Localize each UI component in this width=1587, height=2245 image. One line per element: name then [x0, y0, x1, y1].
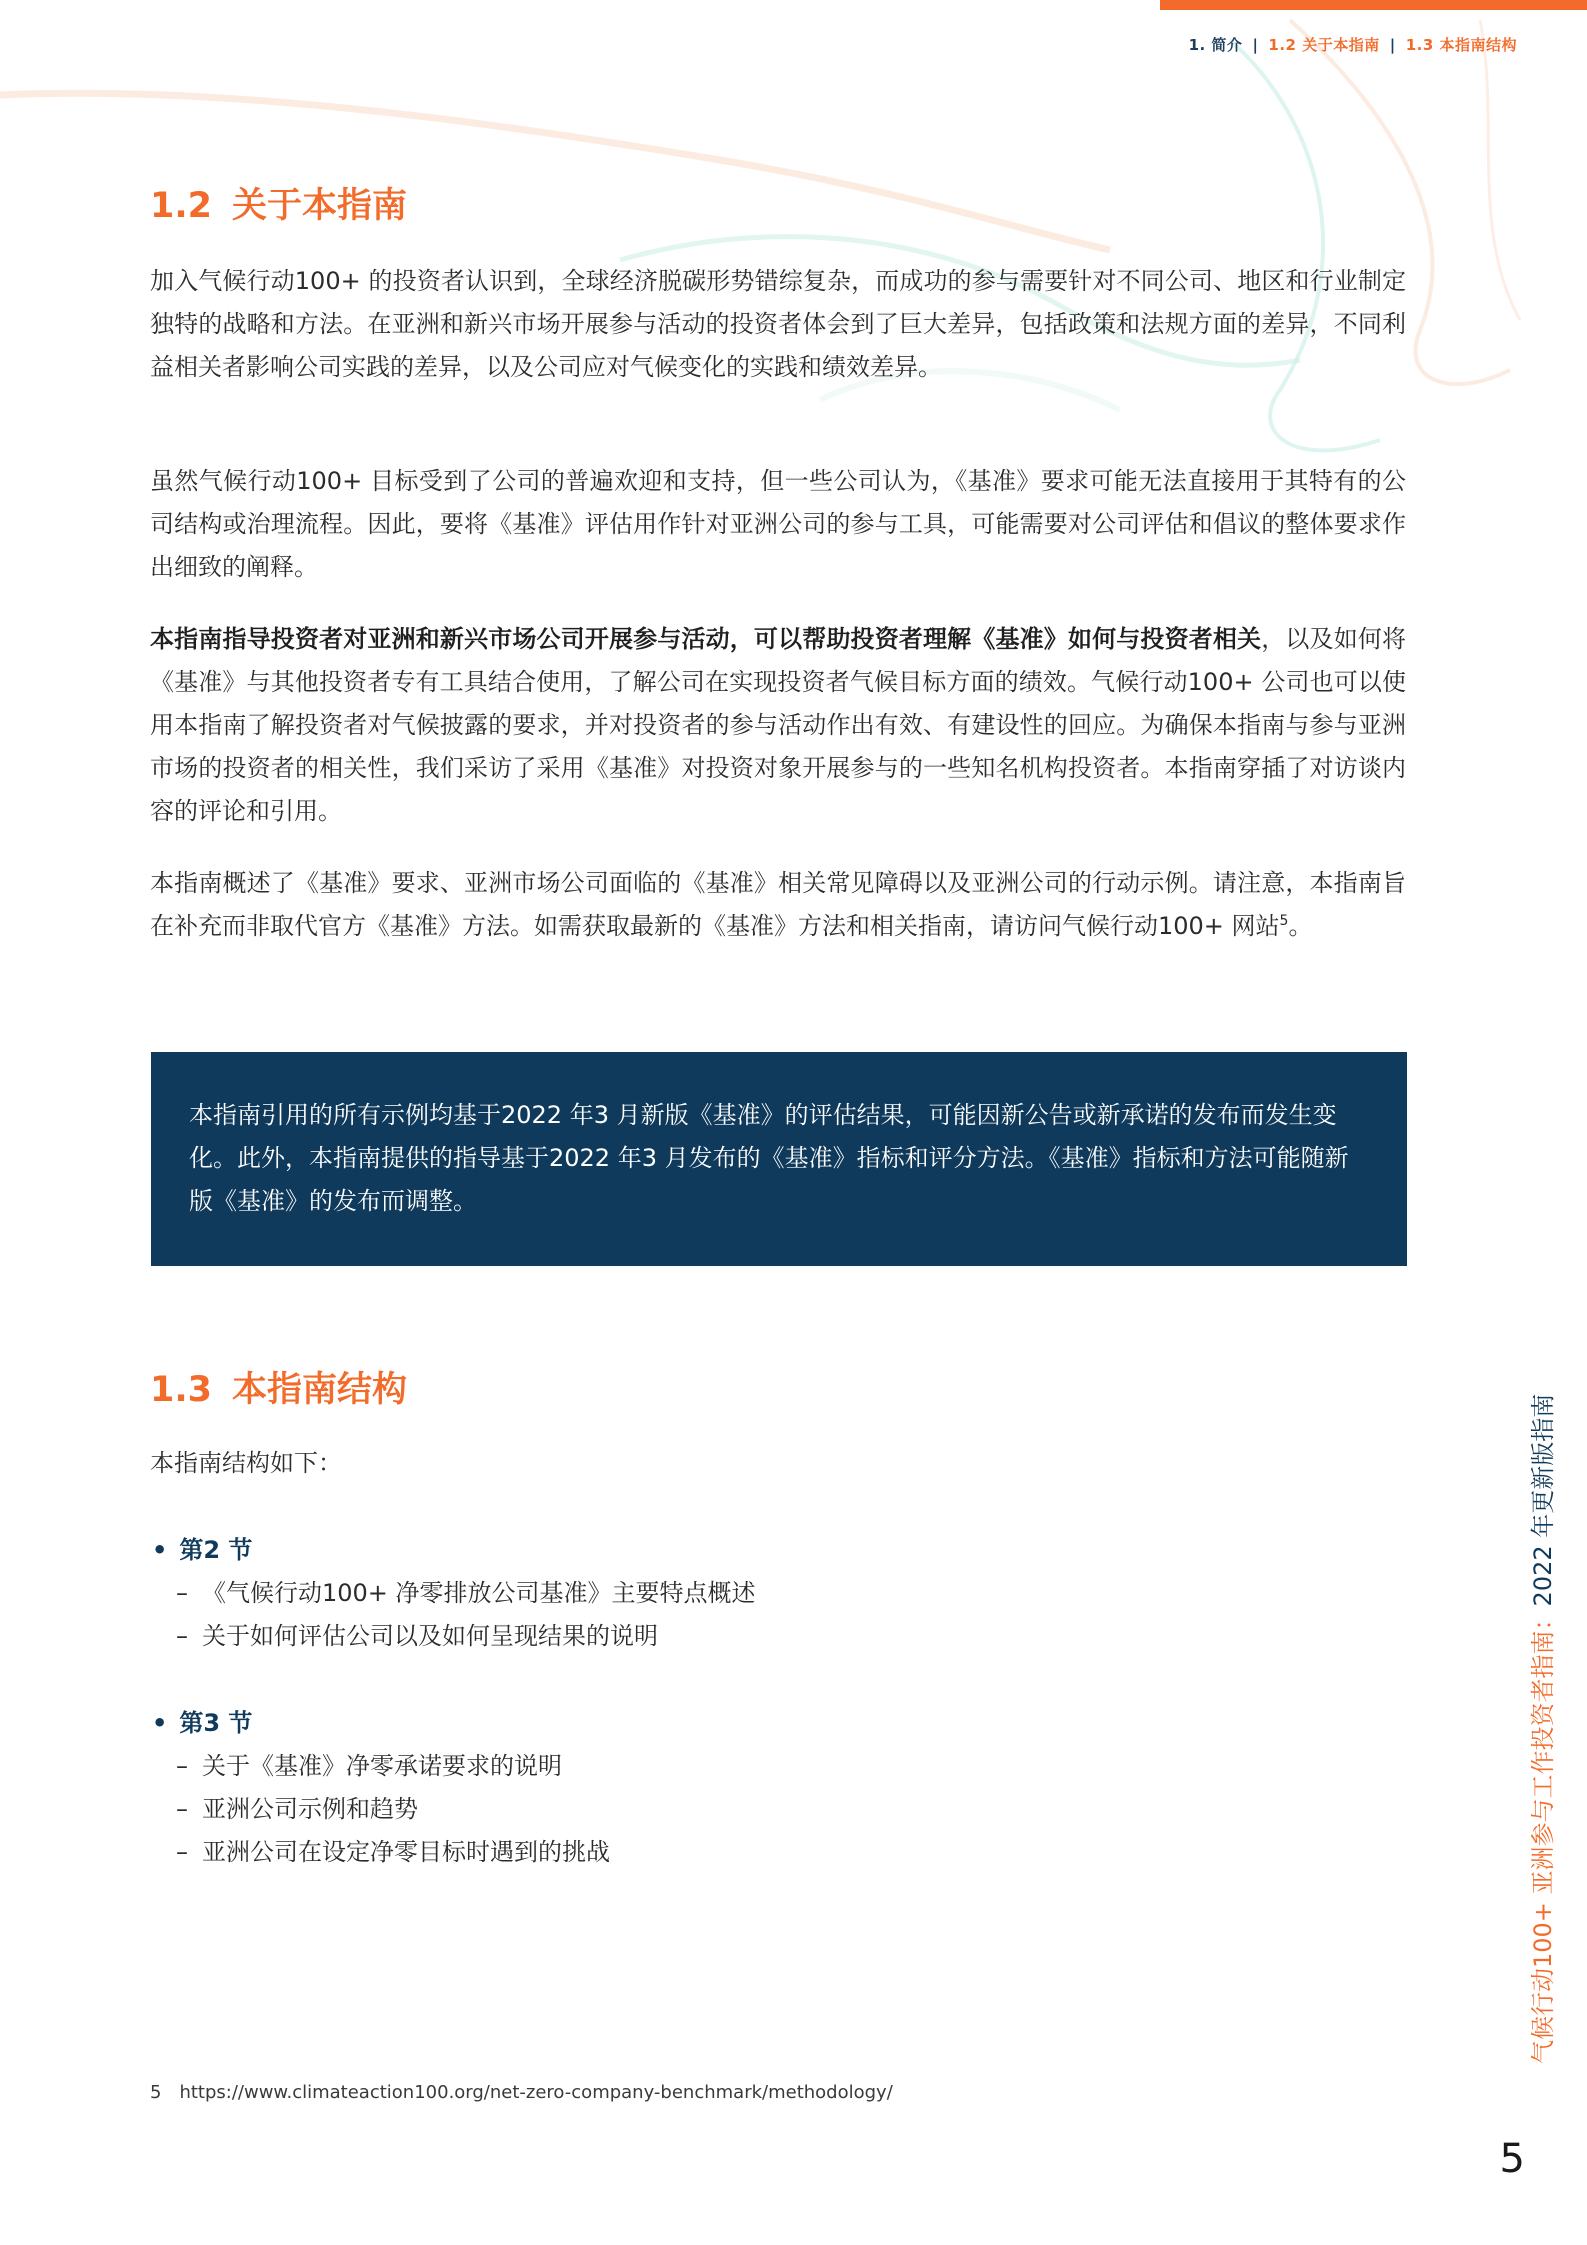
paragraph-4-text: 本指南概述了《基准》要求、亚洲市场公司面临的《基准》相关常见障碍以及亚洲公司的行动示例。请注意，本指南旨在补充而非取代官方《基准》方法。如需获取最新的《基准》方法和相关指南，请访问气候行动100+ 网站 [150, 869, 1406, 940]
list-item [176, 1572, 756, 1615]
paragraph-3-bold: 本指南指导投资者对亚洲和新兴市场公司开展参与活动，可以帮助投资者理解《基准》如何与投资者相关 [150, 625, 1262, 653]
list-heading-label: 第3 节 [179, 1709, 253, 1737]
paragraph-4 [150, 862, 1406, 948]
breadcrumb-separator: | [1252, 36, 1259, 54]
note-text: 本指南引用的所有示例均基于2022 年3 月新版《基准》的评估结果，可能因新公告或新承诺的发布而发生变化。此外，本指南提供的指导基于2022 年3 月发布的《基准》指标和评分方法。《基准》指标和方法可能随新版《基准》的发布而调整。 [189, 1101, 1349, 1215]
bullet-icon: • [152, 1536, 168, 1564]
breadcrumb-separator: | [1389, 36, 1396, 54]
breadcrumb [1189, 34, 1517, 55]
list-item-text: 亚洲公司在设定净零目标时遇到的挑战 [202, 1838, 610, 1866]
list-heading-section-3 [152, 1702, 252, 1745]
dash-icon: – [176, 1838, 188, 1866]
page-number: 5 [1499, 2136, 1525, 2182]
list-item-text: 亚洲公司示例和趋势 [202, 1795, 418, 1823]
breadcrumb-chapter: 1. 简介 [1188, 36, 1243, 54]
list-item [176, 1788, 418, 1831]
breadcrumb-section-1-3: 1.3 本指南结构 [1405, 36, 1517, 54]
section-1-3-heading [150, 1362, 407, 1412]
dash-icon: – [176, 1622, 188, 1650]
top-accent-bar [1160, 0, 1587, 10]
paragraph-4-end: 。 [1288, 912, 1313, 940]
list-item [176, 1831, 610, 1874]
footnote [150, 2082, 893, 2103]
list-item-text: 关于《基准》净零承诺要求的说明 [202, 1752, 562, 1780]
footnote-ref: 5 [1279, 913, 1289, 929]
footnote-link[interactable]: https://www.climateaction100.org/net-zero-company-benchmark/methodology/ [179, 2082, 893, 2103]
footnote-number: 5 [150, 2082, 162, 2103]
structure-intro: 本指南结构如下： [150, 1449, 342, 1477]
list-item [176, 1615, 658, 1658]
section-number: 1.2 [150, 186, 213, 226]
list-item [176, 1745, 562, 1788]
document-title-blue: 2022 年更新版指南 [1529, 1393, 1557, 1607]
section-title: 本指南结构 [232, 1370, 408, 1410]
breadcrumb-section-1-2: 1.2 关于本指南 [1268, 36, 1380, 54]
dash-icon: – [176, 1795, 188, 1823]
list-heading-section-2 [152, 1529, 252, 1572]
dash-icon: – [176, 1579, 188, 1607]
paragraph-1: 加入气候行动100+ 的投资者认识到，全球经济脱碳形势错综复杂，而成功的参与需要针对不同公司、地区和行业制定独特的战略和方法。在亚洲和新兴市场开展参与活动的投资者体会到了巨大差异，包括政策和法规方面的差异，不同利益相关者影响公司实践的差异，以及公司应对气候变化的实践和绩效差异。 [150, 267, 1406, 381]
paragraph-3 [150, 618, 1406, 833]
section-1-2-heading [150, 178, 407, 228]
list-heading-label: 第2 节 [179, 1536, 253, 1564]
dash-icon: – [176, 1752, 188, 1780]
list-item-text: 关于如何评估公司以及如何呈现结果的说明 [202, 1622, 658, 1650]
note-box [151, 1052, 1407, 1266]
list-item-text: 《气候行动100+ 净零排放公司基准》主要特点概述 [202, 1579, 756, 1607]
vertical-document-title [1528, 1394, 1558, 2064]
section-number: 1.3 [150, 1370, 213, 1410]
bullet-icon: • [152, 1709, 168, 1737]
document-title-orange: 气候行动100+ 亚洲参与工作投资者指南： [1529, 1606, 1557, 2064]
paragraph-2: 虽然气候行动100+ 目标受到了公司的普遍欢迎和支持，但一些公司认为，《基准》要求可能无法直接用于其特有的公司结构或治理流程。因此，要将《基准》评估用作针对亚洲公司的参与工具，可能需要对公司评估和倡议的整体要求作出细致的阐释。 [150, 467, 1406, 581]
paragraph-3-rest: ，以及如何将《基准》与其他投资者专有工具结合使用，了解公司在实现投资者气候目标方面的绩效。气候行动100+ 公司也可以使用本指南了解投资者对气候披露的要求，并对投资者的参与活动作出有效、有建设性的回应。为确保本指南与参与亚洲市场的投资者的相关性，我们采访了采用《基准》对投资对象开展参与的一些知名机构投资者。本指南穿插了对访谈内容的评论和引用。 [150, 625, 1407, 825]
section-title: 关于本指南 [232, 186, 408, 226]
